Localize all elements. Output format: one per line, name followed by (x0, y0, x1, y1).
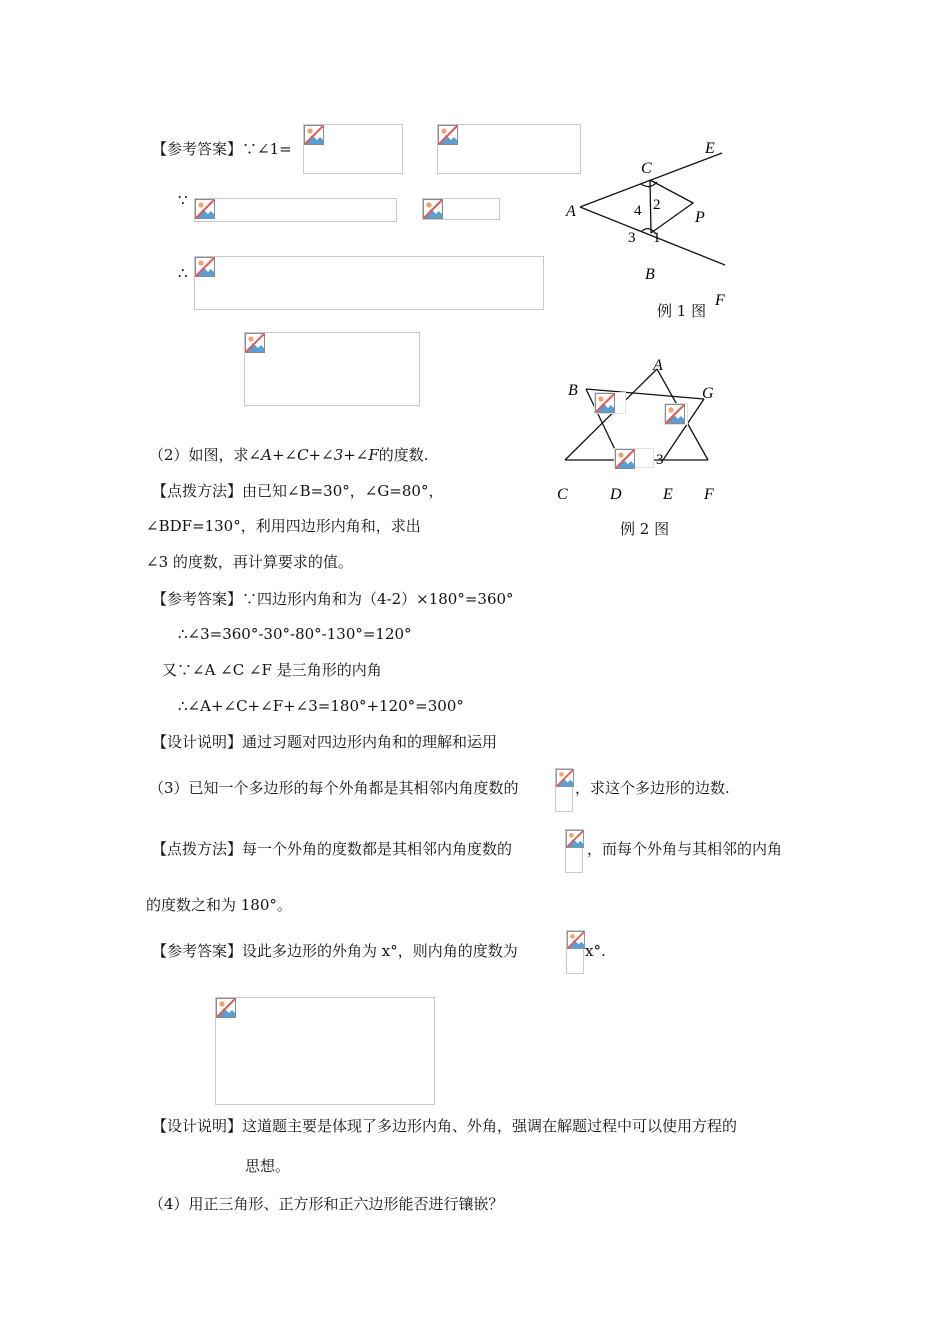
therefore-symbol: ∴ (178, 264, 188, 282)
broken-image-icon (556, 769, 574, 787)
hint-3-line-2: 的度数之和为 180°。 (146, 896, 292, 914)
question-3-part-b: ，求这个多边形的边数. (575, 779, 730, 797)
hint-3-part-a: 【点拨方法】每一个外角的度数都是其相邻内角度数的 (152, 840, 513, 858)
label-F: F (704, 486, 714, 503)
angle-image-placeholder (594, 392, 626, 414)
answer-2-line-3: 又∵∠A ∠C ∠F 是三角形的内角 (162, 661, 382, 679)
formula-image-placeholder (422, 198, 500, 220)
angle-label-1: 1 (653, 230, 661, 246)
formula-image-placeholder (244, 332, 420, 406)
broken-image-icon (195, 199, 215, 219)
figure-2-diagram (550, 355, 730, 505)
broken-image-icon (438, 125, 458, 145)
question-2-suffix: 的度数. (378, 446, 429, 464)
design-note-2: 【设计说明】通过习题对四边形内角和的理解和运用 (152, 733, 498, 751)
fraction-image-placeholder (565, 829, 583, 873)
answer-2-line-4: ∴∠A+∠C+∠F+∠3=180°+120°=300° (178, 697, 464, 715)
answer-label-1: 【参考答案】∵∠1= (152, 140, 292, 158)
equation-image-placeholder (215, 997, 435, 1105)
formula-image-placeholder (303, 124, 403, 174)
formula-image-placeholder (194, 256, 544, 310)
label-C: C (641, 160, 652, 177)
question-2-expression: ∠A+∠C+∠3+∠F (248, 446, 379, 464)
angle-label-3: 3 (628, 230, 636, 246)
broken-image-icon (665, 404, 685, 424)
angle-label-3: 3 (656, 452, 664, 468)
hint-2-line-3: ∠3 的度数，再计算要求的值。 (146, 553, 353, 571)
question-4: （4）用正三角形、正方形和正六边形能否进行镶嵌？ (149, 1195, 504, 1213)
angle-label-4: 4 (634, 203, 642, 219)
label-A: A (566, 203, 576, 220)
angle-image-placeholder (614, 448, 654, 468)
answer-2-line-2: ∴∠3=360°-30°-80°-130°=120° (178, 625, 412, 643)
broken-image-icon (615, 449, 635, 469)
label-B: B (568, 382, 578, 399)
figure-2-caption: 例 2 图 (620, 520, 670, 538)
question-2-prefix: （2）如图，求 (149, 446, 249, 464)
hint-2-line-2: ∠BDF=130°，利用四边形内角和，求出 (146, 517, 421, 535)
broken-image-icon (595, 393, 615, 413)
design-note-3-line-1: 【设计说明】这道题主要是体现了多边形内角、外角，强调在解题过程中可以使用方程的 (152, 1117, 738, 1135)
broken-image-icon (195, 257, 215, 277)
answer-2-line-1: 【参考答案】∵四边形内角和为（4-2）×180°=360° (152, 590, 514, 608)
broken-image-icon (245, 333, 265, 353)
answer-3-part-a: 【参考答案】设此多边形的外角为 x°，则内角的度数为 (152, 942, 518, 960)
label-G: G (702, 385, 714, 402)
angle-label-2: 2 (653, 197, 661, 213)
label-P: P (695, 209, 705, 226)
label-F: F (715, 292, 725, 309)
label-B: B (645, 266, 655, 283)
question-2 (149, 445, 429, 465)
broken-image-icon (566, 830, 584, 848)
hint-3-part-b: ，而每个外角与其相邻的内角 (587, 840, 783, 858)
design-note-3-line-2: 思想。 (245, 1157, 291, 1175)
answer-3-part-b: x°. (585, 942, 606, 960)
fraction-image-placeholder (566, 930, 584, 974)
formula-image-placeholder (194, 198, 397, 222)
label-E: E (705, 140, 715, 157)
broken-image-icon (304, 125, 324, 145)
because-symbol: ∵ (178, 191, 188, 209)
label-A: A (653, 357, 663, 374)
broken-image-icon (216, 998, 236, 1018)
broken-image-icon (423, 199, 443, 219)
question-3-part-a: （3）已知一个多边形的每个外角都是其相邻内角度数的 (149, 779, 519, 797)
figure-1-caption: 例 1 图 (657, 302, 707, 320)
label-E: E (663, 486, 673, 503)
angle-image-placeholder (664, 403, 688, 425)
hint-2-line-1: 【点拨方法】由已知∠B=30°，∠G=80°， (152, 482, 444, 500)
broken-image-icon (567, 931, 585, 949)
label-D: D (610, 486, 622, 503)
label-C: C (557, 486, 568, 503)
fraction-image-placeholder (555, 768, 573, 812)
